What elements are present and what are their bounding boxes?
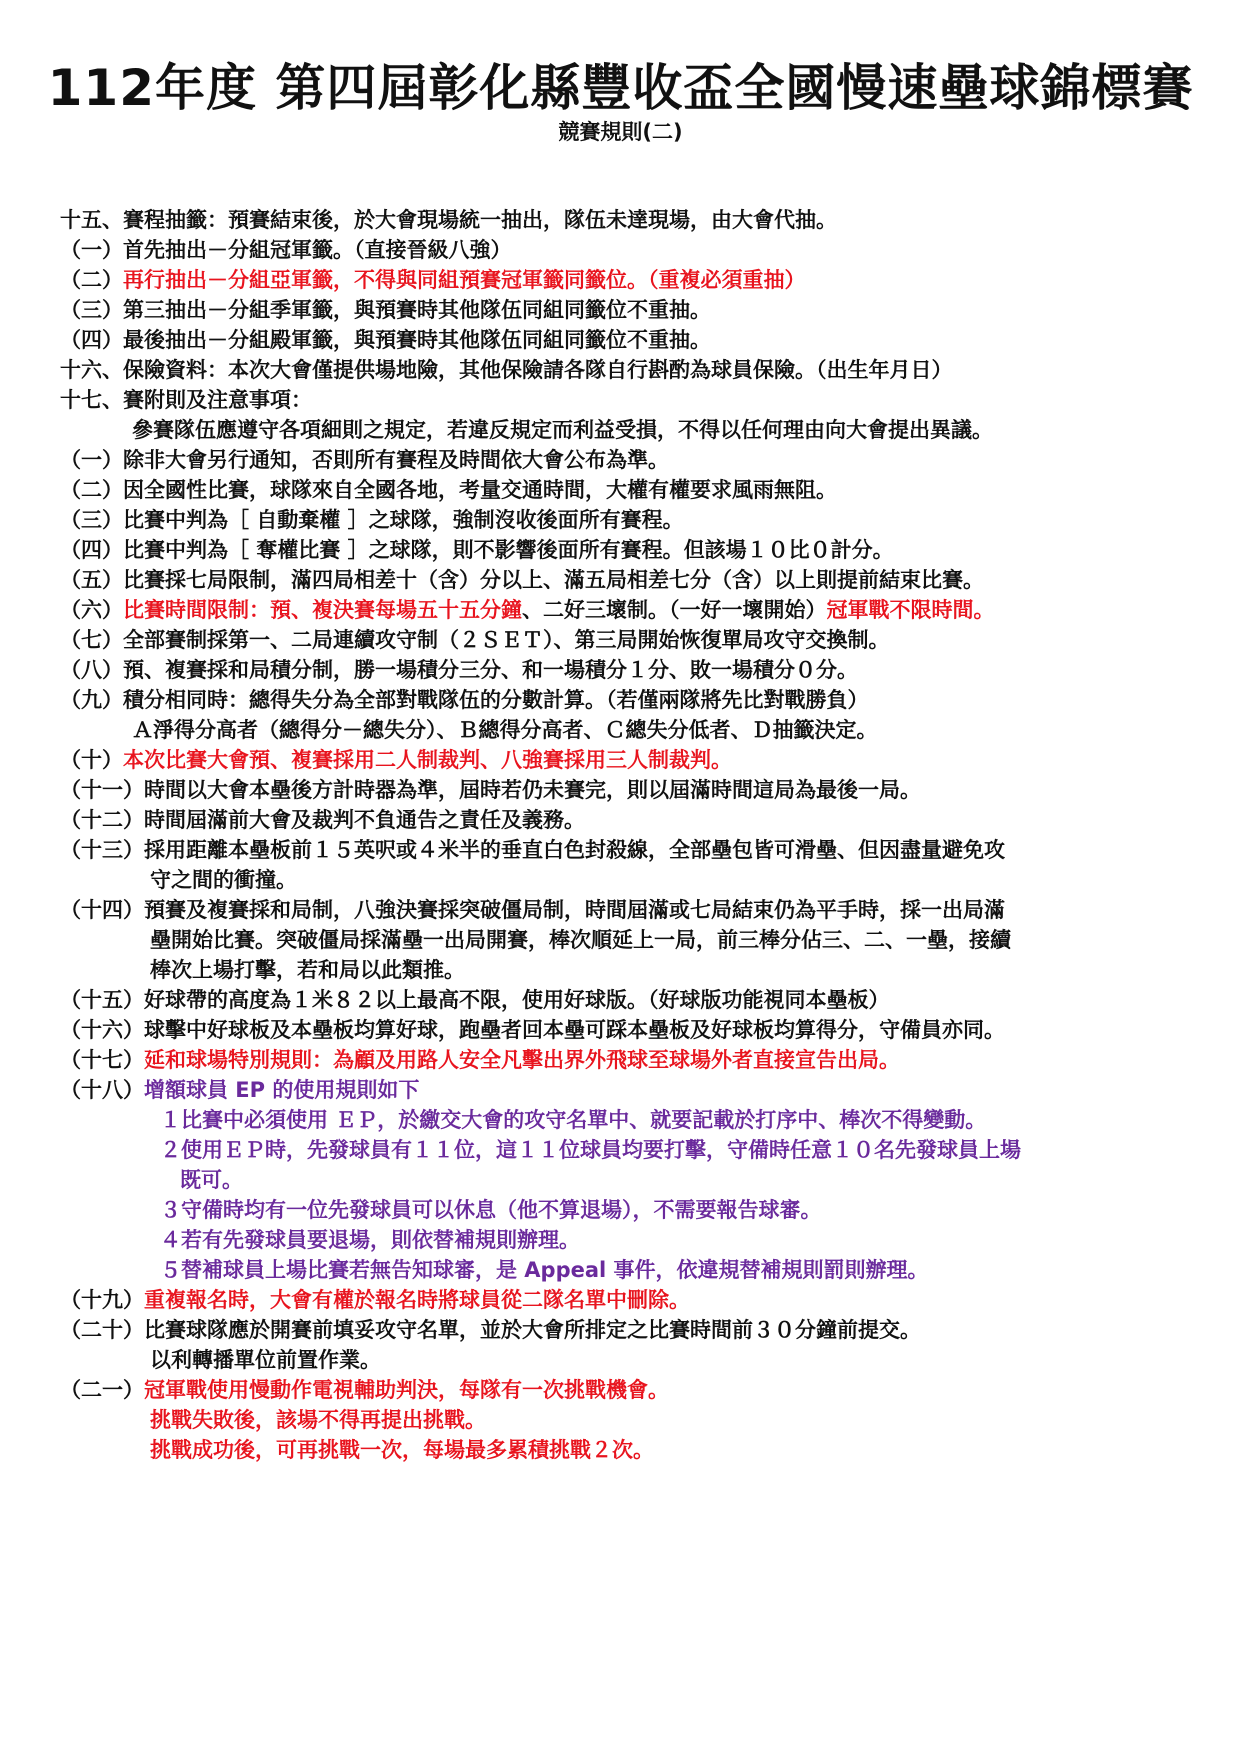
rule-line [60, 1105, 1190, 1135]
rule-line [60, 1375, 1190, 1405]
rule-line [60, 745, 1190, 775]
rule-text: （十八） [60, 1078, 144, 1102]
rule-text: 增額球員 EP 的使用規則如下 [144, 1078, 420, 1102]
rule-line [60, 925, 1190, 955]
rule-text: 守之間的衝撞。 [150, 868, 297, 892]
rule-text: （三）比賽中判為［ 自動棄權 ］之球隊，強制沒收後面所有賽程。 [60, 508, 684, 532]
rule-text: 以利轉播單位前置作業。 [150, 1348, 381, 1372]
rule-line [60, 985, 1190, 1015]
rule-line [60, 955, 1190, 985]
rule-text: 延和球場特別規則：為顧及用路人安全凡擊出界外飛球至球場外者直接宣告出局。 [144, 1048, 900, 1072]
rule-text: （二十）比賽球隊應於開賽前填妥攻守名單，並於大會所排定之比賽時間前３０分鐘前提交。 [60, 1318, 921, 1342]
rule-text: 挑戰成功後，可再挑戰一次，每場最多累積挑戰２次。 [150, 1438, 654, 1462]
rule-line [60, 1165, 1190, 1195]
rule-text: 冠軍戰不限時間。 [826, 598, 995, 622]
rule-text: 挑戰失敗後，該場不得再提出挑戰。 [150, 1408, 486, 1432]
rule-line [60, 325, 1190, 355]
rule-text: 、二好三壞制。（一好一壞開始） [522, 598, 827, 622]
rule-line [60, 565, 1190, 595]
rule-text: 再行抽出－分組亞軍籤，不得與同組預賽冠軍籤同籤位。（重複必須重抽） [123, 268, 806, 292]
page-title: 112年度 第四屆彰化縣豐收盃全國慢速壘球錦標賽 [47, 59, 1194, 117]
rule-text: （一）首先抽出－分組冠軍籤。（直接晉級八強） [60, 238, 512, 262]
rule-line [60, 475, 1190, 505]
rule-text: 十七、賽附則及注意事項： [60, 388, 312, 412]
rule-text: （九）積分相同時：總得失分為全部對戰隊伍的分數計算。（若僅兩隊將先比對戰勝負） [60, 688, 869, 712]
rule-text: （十四）預賽及複賽採和局制，八強決賽採突破僵局制，時間屆滿或七局結束仍為平手時，採一出局滿 [60, 898, 1005, 922]
rule-line [60, 505, 1190, 535]
rule-line [60, 1195, 1190, 1225]
rule-text: 冠軍戰使用慢動作電視輔助判決，每隊有一次挑戰機會。 [144, 1378, 669, 1402]
rule-text: （十三）採用距離本壘板前１５英呎或４米半的垂直白色封殺線，全部壘包皆可滑壘、但因盡量避免攻 [60, 838, 1005, 862]
rule-line [60, 1045, 1190, 1075]
rule-text: （十五）好球帶的高度為１米８２以上最高不限，使用好球版。（好球版功能視同本壘板） [60, 988, 890, 1012]
rule-text: 十六、保險資料：本次大會僅提供場地險，其他保險請各隊自行斟酌為球員保險。（出生年月日） [60, 358, 953, 382]
rule-text: （十二）時間屆滿前大會及裁判不負通告之責任及義務。 [60, 808, 585, 832]
rule-text: 參賽隊伍應遵守各項細則之規定，若違反規定而利益受損，不得以任何理由向大會提出異議。 [132, 418, 993, 442]
rule-text: 既可。 [180, 1168, 243, 1192]
rule-line [60, 385, 1190, 415]
rule-text: ３守備時均有一位先發球員可以休息（他不算退場），不需要報告球審。 [160, 1198, 822, 1222]
rule-text: （十六）球擊中好球板及本壘板均算好球，跑壘者回本壘可踩本壘板及好球板均算得分，守備員亦同。 [60, 1018, 1005, 1042]
rule-text: 本次比賽大會預、複賽採用二人制裁判、八強賽採用三人制裁判。 [123, 748, 732, 772]
rule-text: （十九） [60, 1288, 144, 1312]
rule-line [60, 655, 1190, 685]
rule-line [60, 1255, 1190, 1285]
rule-line [60, 1345, 1190, 1375]
rule-line [60, 895, 1190, 925]
rule-line [60, 715, 1190, 745]
rule-text: 重複報名時，大會有權於報名時將球員從二隊名單中刪除。 [144, 1288, 690, 1312]
rule-text: ２使用ＥＰ時，先發球員有１１位，這１１位球員均要打擊，守備時任意１０名先發球員上場 [160, 1138, 1021, 1162]
rule-text: （二）因全國性比賽，球隊來自全國各地，考量交通時間，大權有權要求風雨無阻。 [60, 478, 837, 502]
rule-text: （三）第三抽出－分組季軍籤，與預賽時其他隊伍同組同籤位不重抽。 [60, 298, 711, 322]
rule-line [60, 265, 1190, 295]
rule-text: （四）最後抽出－分組殿軍籤，與預賽時其他隊伍同組同籤位不重抽。 [60, 328, 711, 352]
rule-line [60, 445, 1190, 475]
rule-text: Ａ淨得分高者（總得分－總失分）、Ｂ總得分高者、Ｃ總失分低者、Ｄ抽籤決定。 [132, 718, 878, 742]
rule-line [60, 595, 1190, 625]
page-subtitle: 競賽規則(二) [558, 120, 683, 144]
rule-text: 棒次上場打擊，若和局以此類推。 [150, 958, 465, 982]
rule-text: １比賽中必須使用 ＥＰ，於繳交大會的攻守名單中、就要記載於打序中、棒次不得變動。 [160, 1108, 987, 1132]
rule-line [60, 775, 1190, 805]
rule-text: 十五、賽程抽籤：預賽結束後，於大會現場統一抽出，隊伍未達現場，由大會代抽。 [60, 208, 837, 232]
rule-text: （一）除非大會另行通知，否則所有賽程及時間依大會公布為準。 [60, 448, 669, 472]
rule-line [60, 1405, 1190, 1435]
rule-line [60, 625, 1190, 655]
rule-line [60, 1075, 1190, 1105]
rule-line [60, 685, 1190, 715]
rule-line [60, 235, 1190, 265]
rule-text: ４若有先發球員要退場，則依替補規則辦理。 [160, 1228, 580, 1252]
rule-text: （二） [60, 268, 123, 292]
rules-list [60, 205, 1190, 1465]
rule-line [60, 205, 1190, 235]
rule-text: （十一）時間以大會本壘後方計時器為準，屆時若仍未賽完，則以屆滿時間這局為最後一局。 [60, 778, 921, 802]
rule-text: （十七） [60, 1048, 144, 1072]
rule-line [60, 535, 1190, 565]
rule-text: 比賽時間限制：預、複決賽每場五十五分鐘 [123, 598, 522, 622]
rule-line [60, 1435, 1190, 1465]
rule-text: （二一） [60, 1378, 144, 1402]
rule-line [60, 1135, 1190, 1165]
rule-line [60, 835, 1190, 865]
rule-line [60, 1315, 1190, 1345]
rule-text: （五）比賽採七局限制，滿四局相差十（含）分以上、滿五局相差七分（含）以上則提前結束比賽。 [60, 568, 984, 592]
rule-line [60, 355, 1190, 385]
rule-line [60, 805, 1190, 835]
rule-line [60, 1225, 1190, 1255]
rule-line [60, 415, 1190, 445]
rule-text: （八）預、複賽採和局積分制，勝一場積分三分、和一場積分１分、敗一場積分０分。 [60, 658, 858, 682]
rule-text: （六） [60, 598, 123, 622]
rule-line [60, 295, 1190, 325]
rule-text: 壘開始比賽。突破僵局採滿壘一出局開賽，棒次順延上一局，前三棒分佔三、二、一壘，接續 [150, 928, 1011, 952]
rule-text: （十） [60, 748, 123, 772]
rule-line [60, 1285, 1190, 1315]
rule-line [60, 865, 1190, 895]
rule-text: （七）全部賽制採第一、二局連續攻守制（２ＳＥＴ）、第三局開始恢復單局攻守交換制。 [60, 628, 890, 652]
rule-text: ５替補球員上場比賽若無告知球審，是 Appeal 事件，依違規替補規則罰則辦理。 [160, 1258, 929, 1282]
rule-line [60, 1015, 1190, 1045]
rule-text: （四）比賽中判為［ 奪權比賽 ］之球隊，則不影響後面所有賽程。但該場１０比０計分。 [60, 538, 894, 562]
